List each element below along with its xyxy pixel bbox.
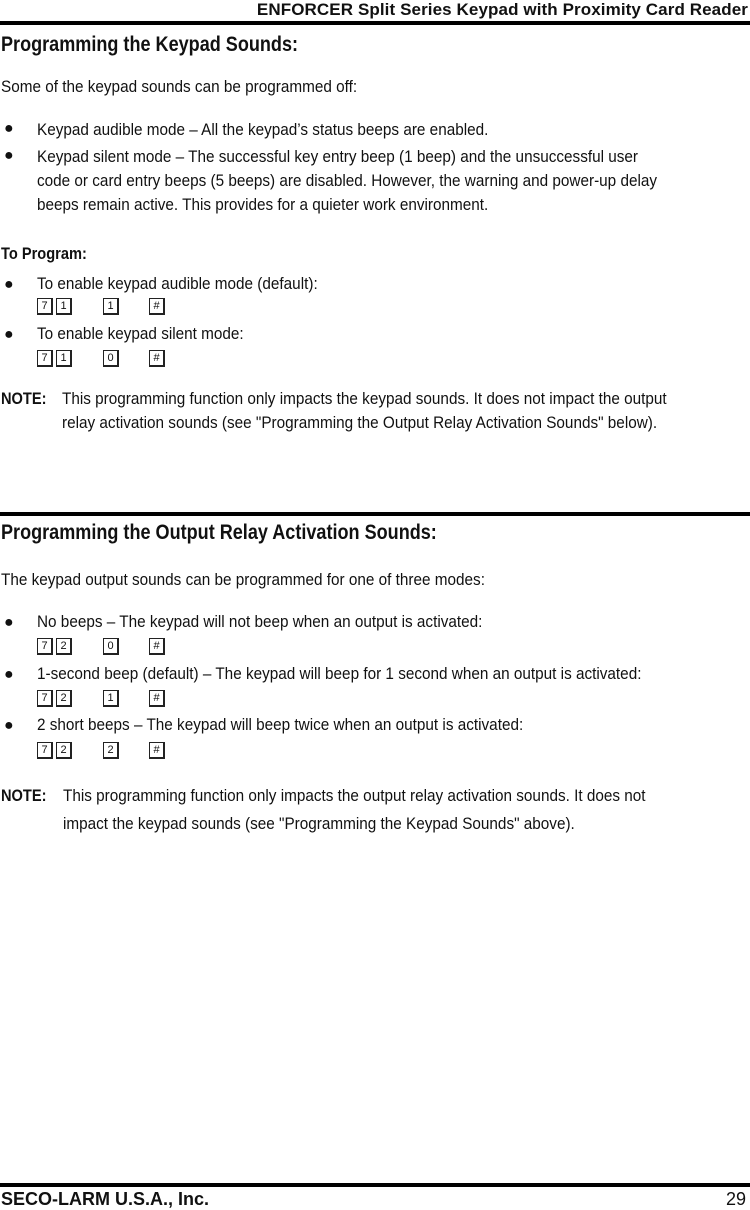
mode-item-text: No beeps – The keypad will not beep when an output is activated:: [37, 612, 483, 631]
bullet-icon: ●: [4, 120, 14, 137]
mode-item-text: 2 short beeps – The keypad will beep twice when an output is activated:: [37, 715, 524, 734]
bullet-icon: ●: [4, 326, 14, 343]
footer-divider: [0, 1183, 750, 1187]
keypad-key: 1: [103, 690, 119, 707]
keypad-key: #: [149, 638, 165, 655]
bullet-icon: ●: [4, 147, 14, 164]
bullet-item: [37, 145, 657, 217]
footer-company: SECO-LARM U.S.A., Inc.: [1, 1189, 210, 1209]
keypad-key: 7: [37, 350, 53, 367]
bullet-line: Keypad silent mode – The successful key entry beep (1 beep) and the unsuccessful user: [37, 147, 639, 166]
keypad-key: #: [149, 742, 165, 759]
note-line: relay activation sounds (see "Programming the Output Relay Activation Sounds" below).: [62, 413, 658, 432]
bullet-icon: ●: [4, 276, 14, 293]
note-label: NOTE:: [1, 786, 47, 805]
program-item-text: To enable keypad audible mode (default):: [37, 274, 318, 293]
bullet-line: Keypad audible mode – All the keypad’s status beeps are enabled.: [37, 120, 489, 139]
program-item-text: To enable keypad silent mode:: [37, 324, 244, 343]
note-line: impact the keypad sounds (see "Programming the Keypad Sounds" above).: [63, 814, 575, 833]
section-intro: Some of the keypad sounds can be programmed off:: [1, 77, 358, 96]
note-line: This programming function only impacts the keypad sounds. It does not impact the output: [62, 389, 667, 408]
keypad-key: 0: [103, 638, 119, 655]
bullet-icon: ●: [4, 666, 14, 683]
section-heading-output-relay-sounds: Programming the Output Relay Activation Sounds:: [1, 521, 437, 544]
keypad-key: 0: [103, 350, 119, 367]
mode-item-text: 1-second beep (default) – The keypad will beep for 1 second when an output is activated:: [37, 664, 642, 683]
header-divider: [0, 21, 750, 25]
keypad-key: 7: [37, 638, 53, 655]
bullet-icon: ●: [4, 717, 14, 734]
keypad-key: 2: [56, 638, 72, 655]
section-divider: [0, 512, 750, 516]
keypad-key: #: [149, 690, 165, 707]
page-header-title: ENFORCER Split Series Keypad with Proximity Card Reader: [256, 0, 748, 19]
keypad-key: 7: [37, 742, 53, 759]
keypad-key: 2: [56, 690, 72, 707]
bullet-item: [37, 118, 488, 142]
keypad-key: 7: [37, 690, 53, 707]
section-heading-keypad-sounds: Programming the Keypad Sounds:: [1, 33, 299, 56]
keypad-key: 7: [37, 298, 53, 315]
bullet-icon: ●: [4, 614, 14, 631]
keypad-key: 1: [56, 350, 72, 367]
note-label: NOTE:: [1, 389, 47, 408]
keypad-key: #: [149, 350, 165, 367]
to-program-heading: To Program:: [1, 244, 87, 263]
note-line: This programming function only impacts the output relay activation sounds. It does not: [63, 786, 646, 805]
keypad-key: #: [149, 298, 165, 315]
bullet-line: beeps remain active. This provides for a quieter work environment.: [37, 195, 489, 214]
page-number: 29: [725, 1189, 746, 1209]
section-intro: The keypad output sounds can be programmed for one of three modes:: [1, 570, 485, 589]
bullet-line: code or card entry beeps (5 beeps) are disabled. However, the warning and power-up delay: [37, 171, 658, 190]
keypad-key: 1: [103, 298, 119, 315]
keypad-key: 1: [56, 298, 72, 315]
keypad-key: 2: [103, 742, 119, 759]
keypad-key: 2: [56, 742, 72, 759]
